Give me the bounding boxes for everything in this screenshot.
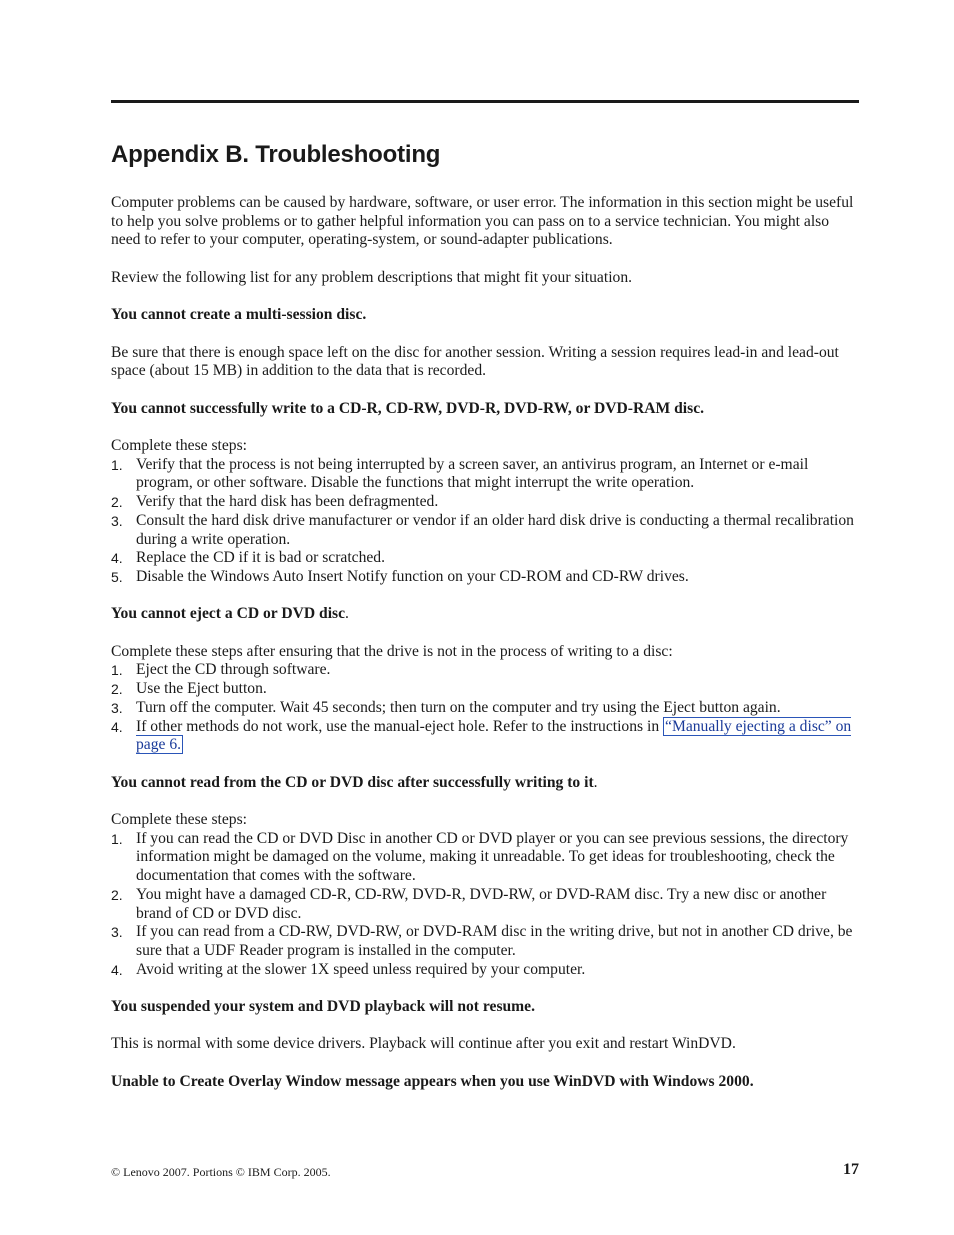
copyright-notice: © Lenovo 2007. Portions © IBM Corp. 2005. — [111, 1165, 331, 1179]
list-text: Disable the Windows Auto Insert Notify function on your CD-ROM and CD-RW drives. — [136, 567, 689, 585]
list-item — [111, 493, 859, 512]
list-item — [111, 961, 859, 980]
list-text: Verify that the hard disk has been defragmented. — [136, 493, 439, 511]
section-heading-overlay-window: Unable to Create Overlay Window message appears when you use WinDVD with Windows 2000. — [111, 1072, 754, 1090]
list-text: Consult the hard disk drive manufacturer or vendor if an older hard disk drive is conducting a thermal recalibration during a write operation. — [136, 511, 854, 548]
list-number: 2. — [111, 681, 123, 698]
steps-lead: Complete these steps: — [111, 437, 247, 455]
steps-list-read-failure — [111, 830, 859, 980]
list-number: 4. — [111, 550, 123, 567]
list-item — [111, 830, 859, 886]
intro-paragraph: Review the following list for any problem descriptions that might fit your situation. — [111, 268, 633, 286]
section-heading-eject-text: You cannot eject a CD or DVD disc — [111, 605, 346, 623]
section-heading-eject — [111, 605, 859, 624]
steps-list-eject — [111, 661, 859, 755]
section-body-multisession: Be sure that there is enough space left on the disc for another session. Writing a session requires lead-in and lead-out space (about 15 MB) in addition to the data that is recorded. — [111, 343, 839, 380]
top-rule — [111, 100, 859, 103]
list-number: 1. — [111, 456, 123, 473]
steps-lead: Complete these steps after ensuring that the drive is not in the process of writing to a disc: — [111, 642, 673, 660]
intro-paragraph: Computer problems can be caused by hardware, software, or user error. The information in this section might be useful to help you solve problems or to gather helpful information you can pass on to a service technician. You might also need to refer to your computer, operating-system, or sound-adapter publications. — [111, 194, 854, 249]
steps-lead: Complete these steps: — [111, 811, 247, 829]
list-number: 3. — [111, 924, 123, 941]
list-text: Verify that the process is not being interrupted by a screen saver, an antivirus program, an Internet or e-mail program, or other software. Disable the functions that might interrupt the write operation. — [136, 455, 809, 492]
list-number: 3. — [111, 699, 123, 716]
list-text: Use the Eject button. — [136, 680, 267, 698]
list-text: Turn off the computer. Wait 45 seconds; then turn on the computer and try using the Eject button again. — [136, 698, 781, 716]
list-text: If other methods do not work, use the manual-eject hole. Refer to the instructions in — [136, 717, 664, 735]
list-text: Avoid writing at the slower 1X speed unless required by your computer. — [136, 960, 586, 978]
list-number: 2. — [111, 494, 123, 511]
heading-period: . — [345, 605, 349, 623]
list-number: 4. — [111, 961, 123, 978]
list-text: You might have a damaged CD-R, CD-RW, DVD-R, DVD-RW, or DVD-RAM disc. Try a new disc or another brand of CD or DVD disc. — [136, 885, 827, 922]
page-content — [111, 194, 859, 1092]
list-number: 1. — [111, 830, 123, 847]
page-number: 17 — [843, 1161, 859, 1178]
list-item — [111, 568, 859, 587]
list-number: 5. — [111, 568, 123, 585]
list-item — [111, 512, 859, 549]
list-number: 3. — [111, 512, 123, 529]
list-text: If you can read from a CD-RW, DVD-RW, or DVD-RAM disc in the writing drive, but not in another CD drive, be sure that a UDF Reader program is installed in the computer. — [136, 923, 853, 959]
list-item — [111, 886, 859, 923]
list-number: 4. — [111, 718, 123, 735]
list-item — [111, 456, 859, 493]
list-item — [111, 680, 859, 699]
section-heading-read-failure — [111, 774, 859, 793]
list-text: Replace the CD if it is bad or scratched. — [136, 549, 385, 567]
section-heading-read-failure-text: You cannot read from the CD or DVD disc after successfully writing to it — [111, 773, 594, 791]
manual-eject-link[interactable]: “Manually ejecting a disc” on page 6. — [136, 717, 852, 754]
list-text: Eject the CD through software. — [136, 661, 331, 679]
list-text: If you can read the CD or DVD Disc in another CD or DVD player or you can see previous sessions, the directory information might be damaged on the volume, making it unreadable. To get ideas for troubleshooting, check the documentation that comes with the software. — [136, 829, 849, 885]
heading-period: . — [593, 773, 598, 791]
section-body-dvd-resume: This is normal with some device drivers. Playback will continue after you exit and restart WinDVD. — [111, 1035, 736, 1053]
list-item — [111, 923, 859, 960]
steps-list-write-failure — [111, 456, 859, 587]
page-title: Appendix B. Troubleshooting — [111, 141, 441, 168]
list-number: 2. — [111, 886, 123, 903]
section-heading-dvd-resume: You suspended your system and DVD playback will not resume. — [111, 998, 535, 1016]
list-item — [111, 699, 859, 718]
list-item — [111, 718, 859, 755]
section-heading-write-failure: You cannot successfully write to a CD-R, CD-RW, DVD-R, DVD-RW, or DVD-RAM disc. — [111, 399, 705, 417]
list-item — [111, 549, 859, 568]
section-heading-multisession: You cannot create a multi-session disc. — [111, 306, 367, 324]
list-item — [111, 661, 859, 680]
list-number: 1. — [111, 662, 123, 679]
